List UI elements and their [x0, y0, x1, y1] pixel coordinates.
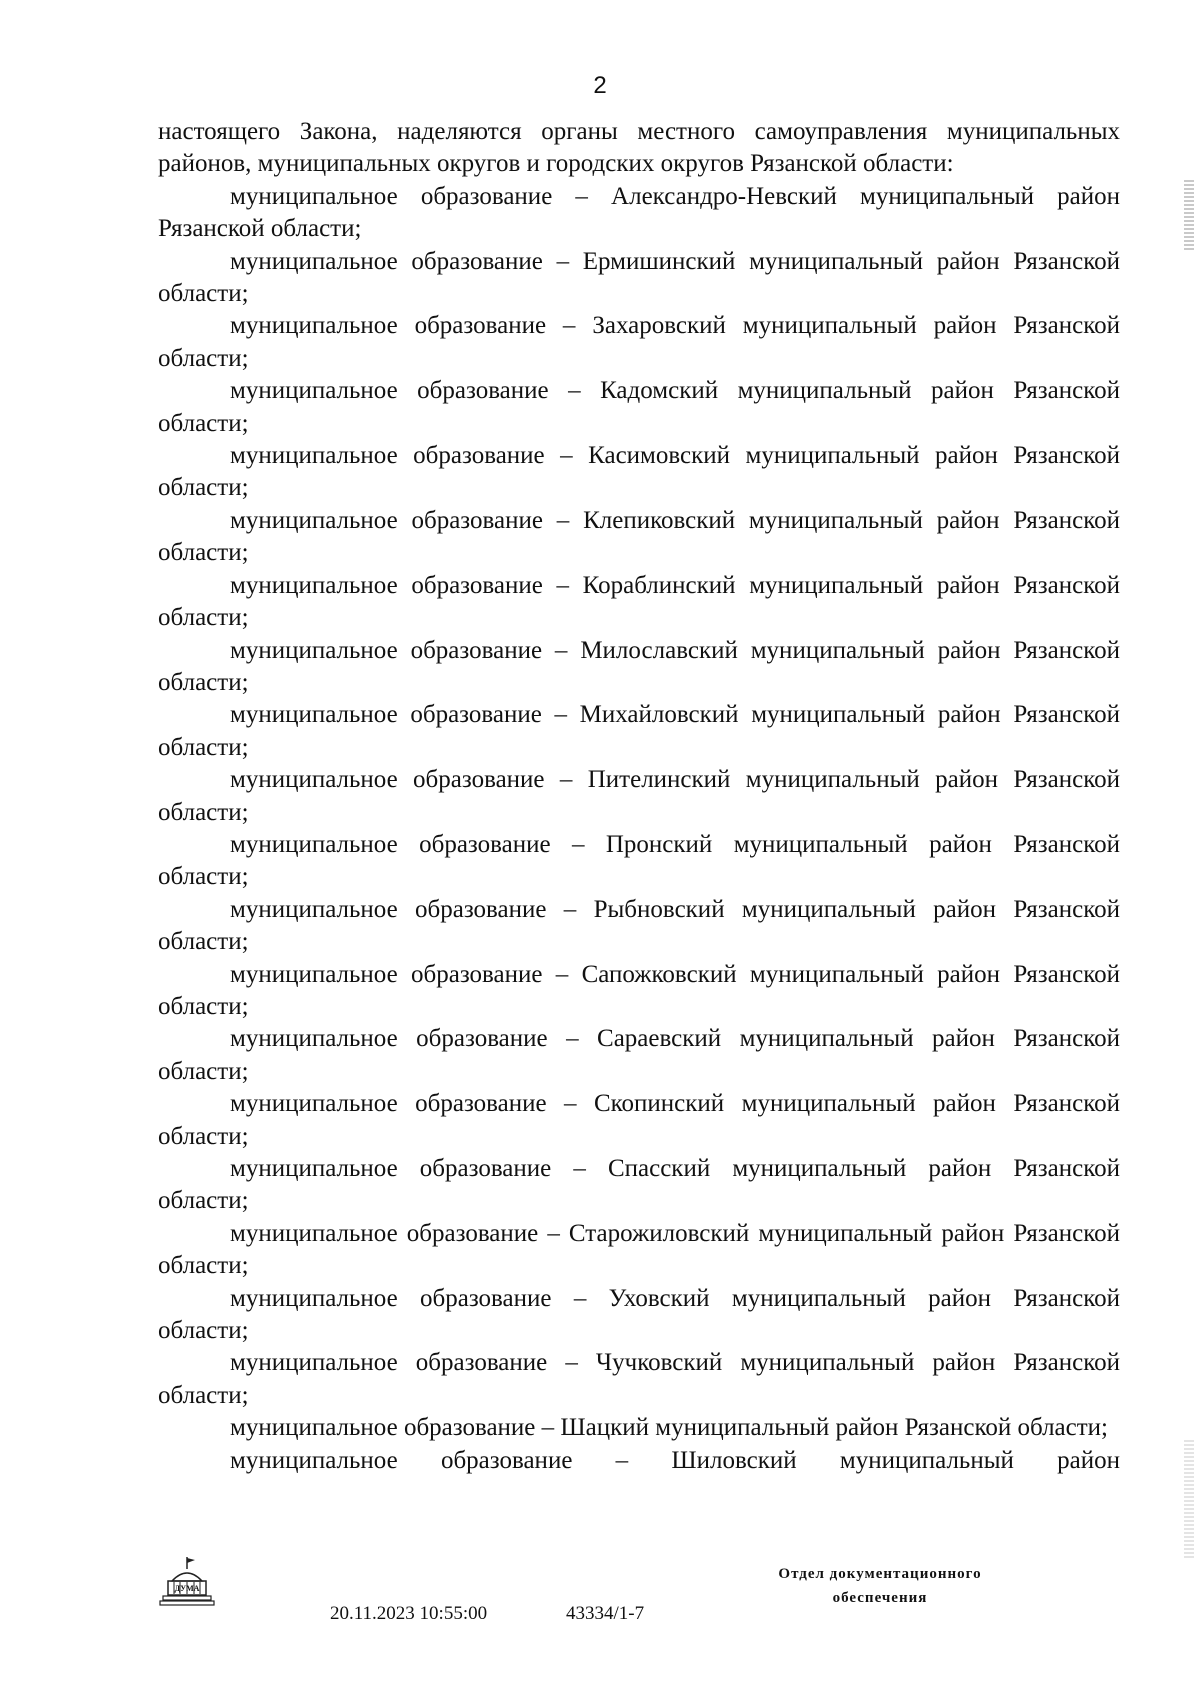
municipality-list-item: муниципальное образование – Уховский муниципальный район Рязанской области;	[158, 1284, 1120, 1345]
municipality-list-item: муниципальное образование – Кораблинский муниципальный район Рязанской области;	[158, 571, 1120, 632]
department-stamp-line2: обеспечения	[832, 1590, 928, 1606]
municipality-list-item: муниципальное образование – Чучковский муниципальный район Рязанской области;	[158, 1349, 1120, 1409]
municipality-list-item: муниципальное образование – Касимовский муниципальный район Рязанской области;	[158, 442, 1120, 502]
department-stamp-line1: Отдел документационного	[778, 1566, 982, 1582]
document-body	[158, 116, 1120, 1477]
municipality-list-item: муниципальное образование – Клепиковский муниципальный район Рязанской области;	[158, 506, 1120, 567]
municipality-list-item: муниципальное образование – Сапожковский муниципальный район Рязанской области;	[158, 960, 1120, 1020]
scan-edge-mark	[1184, 180, 1194, 250]
municipality-list-item: муниципальное образование – Кадомский муниципальный район Рязанской области;	[158, 377, 1120, 437]
municipality-list-item: муниципальное образование – Ермишинский муниципальный район Рязанской области;	[158, 247, 1120, 308]
page-number: 2	[593, 72, 607, 99]
municipality-list-item: муниципальное образование – Пителинский муниципальный район Рязанской области;	[158, 766, 1120, 826]
municipality-list-item: муниципальное образование – Рыбновский муниципальный район Рязанской области;	[158, 895, 1120, 956]
municipality-list-item: муниципальное образование – Старожиловский муниципальный район Рязанской области;	[158, 1219, 1120, 1280]
municipality-list-item: муниципальное образование – Александро-Невский муниципальный район Рязанской области;	[158, 182, 1120, 243]
logo-text: ДУМА	[174, 1584, 200, 1593]
scan-edge-mark	[1184, 1440, 1194, 1560]
municipality-list-item: муниципальное образование – Захаровский муниципальный район Рязанской области;	[158, 312, 1120, 372]
municipality-list-item: муниципальное образование – Спасский муниципальный район Рязанской области;	[158, 1155, 1120, 1215]
municipality-list-item: муниципальное образование – Скопинский муниципальный район Рязанской области;	[158, 1090, 1120, 1150]
intro-paragraph: настоящего Закона, наделяются органы местного самоуправления муниципальных районов, муниципальных округов и городских округов Рязанской области:	[158, 118, 1120, 178]
document-timestamp: 20.11.2023 10:55:00	[330, 1603, 488, 1624]
municipality-list-item: муниципальное образование – Милославский муниципальный район Рязанской области;	[158, 636, 1120, 696]
municipality-list-item: муниципальное образование – Сараевский муниципальный район Рязанской области;	[158, 1025, 1120, 1085]
duma-emblem-icon	[158, 1555, 216, 1613]
municipality-list-item: муниципальное образование – Михайловский муниципальный район Рязанской области;	[158, 701, 1120, 761]
document-registration-number: 43334/1-7	[566, 1603, 645, 1624]
department-stamp	[730, 1562, 1030, 1610]
municipality-list-item: муниципальное образование – Пронский муниципальный район Рязанской области;	[158, 830, 1120, 891]
municipality-list-item: муниципальное образование – Шацкий муниципальный район Рязанской области;	[230, 1414, 1108, 1442]
municipality-list-item: муниципальное образование – Шиловский муниципальный район	[230, 1446, 1120, 1474]
